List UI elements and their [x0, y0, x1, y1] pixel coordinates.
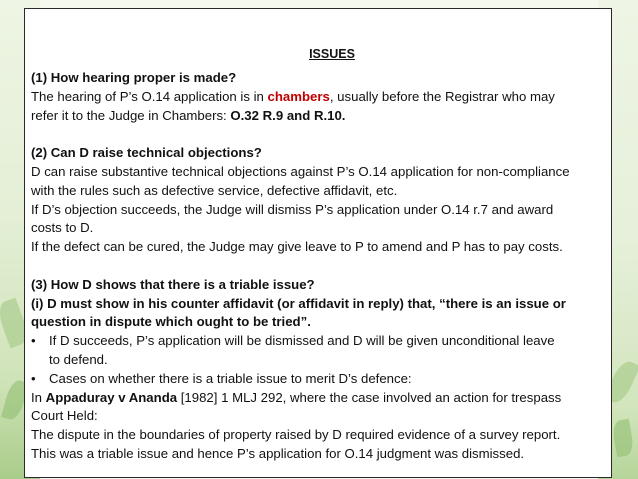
- text-span: In: [31, 389, 46, 405]
- section-1-text: [31, 107, 607, 126]
- text-span: The hearing of P’s O.14 application is in: [31, 88, 268, 104]
- bullet-text: Cases on whether there is a triable issue to merit D’s defence:: [49, 370, 412, 386]
- section-3-heading: (3) How D shows that there is a triable issue?: [31, 276, 315, 292]
- bullet-item: [31, 332, 607, 351]
- section-3-bold-text: question in dispute which ought to be tried”.: [31, 314, 311, 330]
- section-2-text: If the defect can be cured, the Judge may give leave to P to amend and P has to pay costs.: [31, 239, 563, 255]
- bullet-icon: •: [31, 370, 36, 386]
- bullet-icon: •: [31, 333, 36, 349]
- section-3-bold-text: (i) D must show in his counter affidavit (or affidavit in reply) that, “there is an issue or: [31, 295, 566, 311]
- section-2-text: with the rules such as defective service, defective affidavit, etc.: [31, 182, 398, 198]
- section-2-heading: (2) Can D raise technical objections?: [31, 145, 262, 161]
- section-2-text: costs to D.: [31, 220, 94, 236]
- text-span: refer it to the Judge in Chambers:: [31, 107, 231, 123]
- slide-title: ISSUES: [309, 47, 355, 61]
- case-citation: [31, 389, 607, 408]
- text-span: [1982] 1 MLJ 292, where the case involved an action for trespass: [177, 389, 562, 405]
- section-1-heading: (1) How hearing proper is made?: [31, 70, 237, 85]
- bullet-text: If D succeeds, P’s application will be dismissed and D will be given unconditional leave: [49, 333, 555, 349]
- text-span: , usually before the Registrar who may: [329, 88, 555, 104]
- section-2-text: D can raise substantive technical objections against P’s O.14 application for non-compliance: [31, 163, 570, 179]
- rule-reference: O.32 R.9 and R.10.: [230, 107, 346, 123]
- court-held-text: The dispute in the boundaries of property raised by D required evidence of a survey report.: [31, 427, 561, 443]
- highlight-chambers: chambers: [267, 88, 330, 104]
- case-name: Appaduray v Ananda: [45, 389, 178, 405]
- bullet-text-continuation: to defend.: [49, 351, 108, 367]
- spacer: [31, 257, 607, 276]
- court-held-text: This was a triable issue and hence P’s application for O.14 judgment was dismissed.: [31, 445, 525, 461]
- court-held-label: Court Held:: [31, 408, 98, 424]
- section-2-text: If D’s objection succeeds, the Judge will dismiss P’s application under O.14 r.7 and award: [31, 201, 554, 217]
- spacer: [31, 125, 607, 144]
- section-1-text: [31, 88, 607, 107]
- bullet-item: [31, 370, 607, 389]
- slide-content-box: [24, 8, 612, 478]
